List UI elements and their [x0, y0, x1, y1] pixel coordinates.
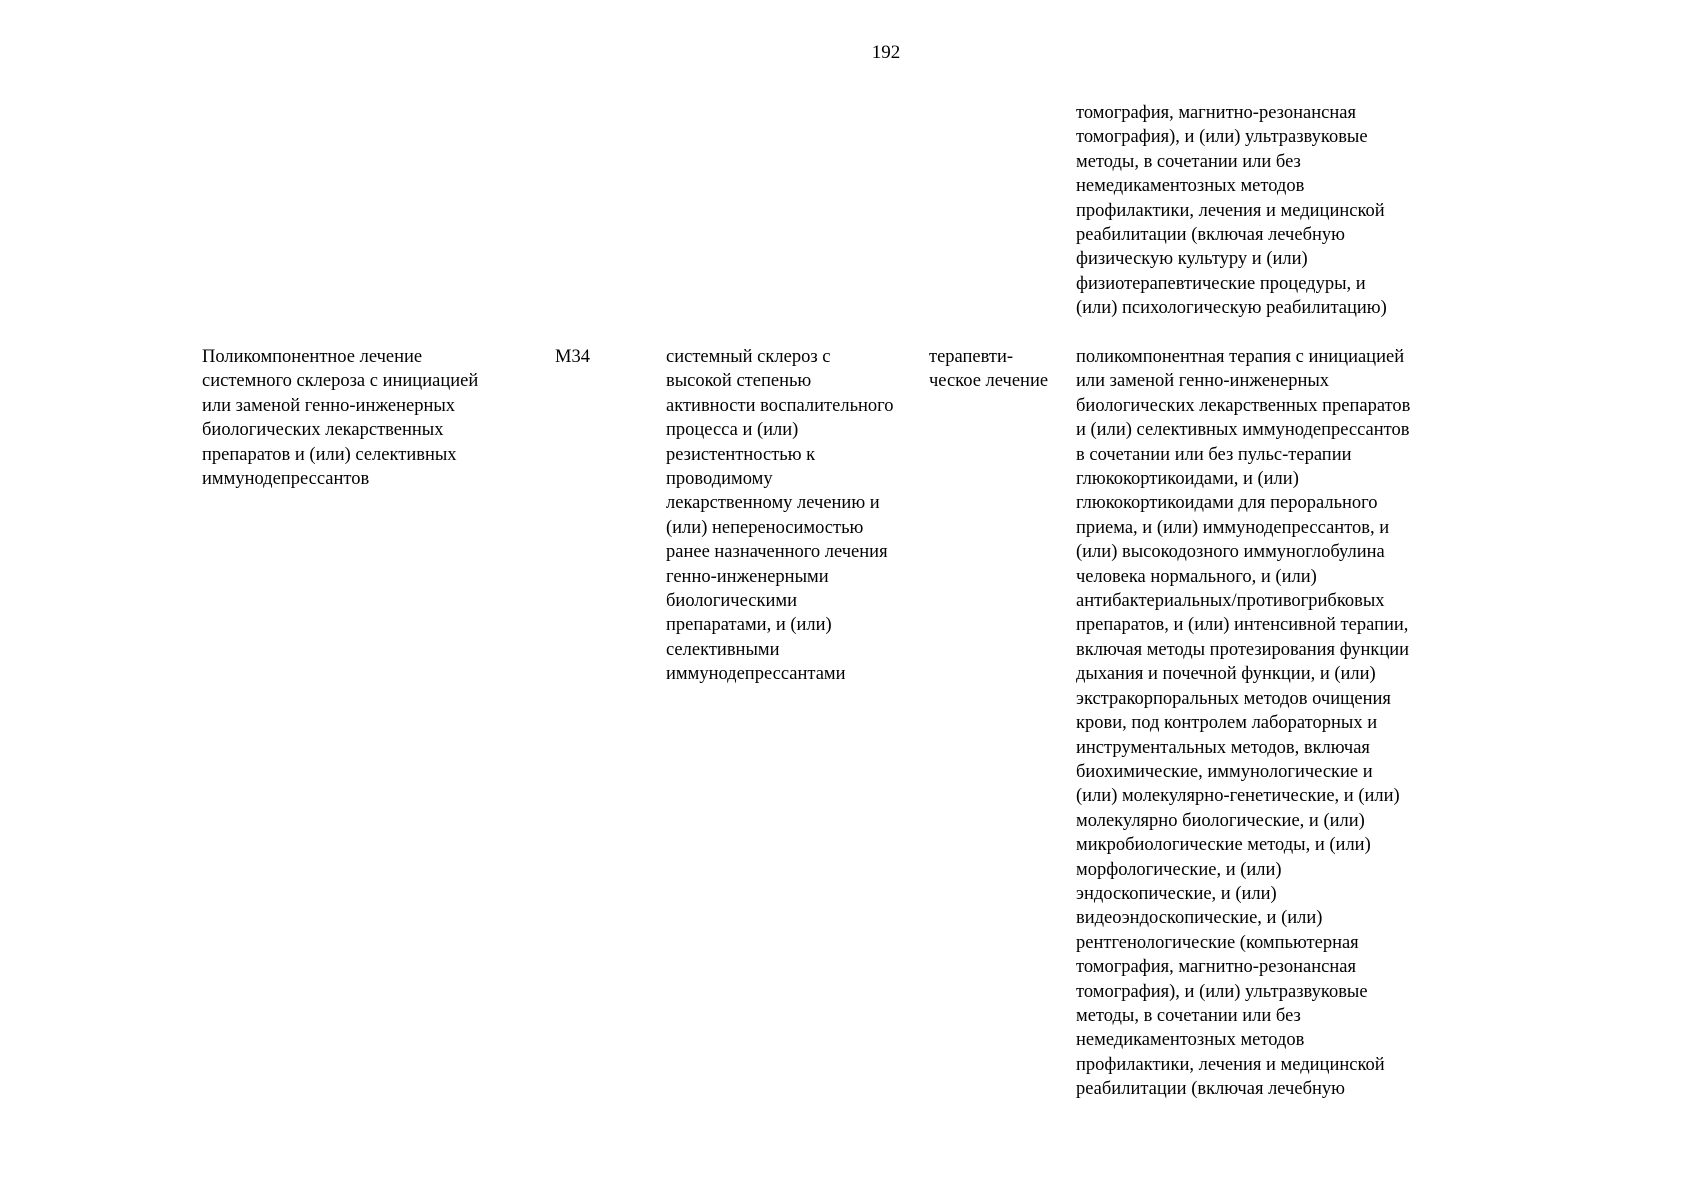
patient-model-cell — [666, 345, 894, 687]
text-line: включая методы протезирования функции — [1076, 639, 1410, 660]
text-line: немедикаментозных методов — [1076, 176, 1305, 197]
text-line: проводимому — [666, 469, 773, 490]
icd-code-cell — [555, 345, 590, 369]
text-line: видеоэндоскопические, и (или) — [1076, 908, 1323, 929]
text-line: иммунодепрессантами — [666, 664, 846, 685]
text-line: микробиологические методы, и (или) — [1076, 835, 1371, 856]
text-line: глюкокортикоидами для перорального — [1076, 493, 1378, 514]
text-line: препаратами, и (или) — [666, 615, 832, 636]
text-line: антибактериальных/противогрибковых — [1076, 591, 1385, 612]
text-line: томография, магнитно-резонансная — [1076, 957, 1356, 978]
text-line: профилактики, лечения и медицинской — [1076, 200, 1385, 221]
text-line: и (или) селективных иммунодепрессантов — [1076, 420, 1410, 441]
text-line: биохимические, иммунологические и — [1076, 761, 1373, 782]
text-line: системный склероз с — [666, 347, 831, 367]
text-line: морфологические, и (или) — [1076, 859, 1282, 880]
treatment-method-cell — [1076, 345, 1410, 1102]
text-line: человека нормального, и (или) — [1076, 566, 1317, 587]
text-line: или заменой генно-инженерных — [1076, 371, 1330, 392]
treatment-type-cell — [929, 345, 1048, 394]
icd-code: М34 — [555, 347, 590, 367]
text-line: физиотерапевтические процедуры, и — [1076, 273, 1366, 294]
text-line: поликомпонентная терапия с инициацией — [1076, 347, 1405, 367]
text-line: эндоскопические, и (или) — [1076, 883, 1277, 904]
text-line: высокой степенью — [666, 371, 812, 392]
text-line: ранее назначенного лечения — [666, 542, 888, 563]
text-line: немедикаментозных методов — [1076, 1030, 1305, 1051]
text-line: томография), и (или) ультразвуковые — [1076, 127, 1368, 148]
method-continuation-text — [1076, 101, 1387, 321]
text-line: процесса и (или) — [666, 420, 799, 441]
text-line: Поликомпонентное лечение — [202, 347, 423, 367]
text-line: или заменой генно-инженерных — [202, 395, 456, 416]
text-line: в сочетании или без пульс-терапии — [1076, 444, 1352, 465]
text-line: биологических лекарственных препаратов — [1076, 395, 1411, 416]
text-line: лекарственному лечению и — [666, 493, 880, 514]
text-line: методы, в сочетании или без — [1076, 1005, 1301, 1026]
text-line: крови, под контролем лабораторных и — [1076, 713, 1378, 734]
text-line: препаратов и (или) селективных — [202, 444, 457, 465]
text-line: реабилитации (включая лечебную — [1076, 225, 1345, 246]
text-line: методы, в сочетании или без — [1076, 151, 1301, 172]
text-line: (или) непереносимостью — [666, 517, 864, 538]
text-line: (или) молекулярно-генетические, и (или) — [1076, 786, 1400, 807]
text-line: реабилитации (включая лечебную — [1076, 1079, 1345, 1100]
text-line: томография), и (или) ультразвуковые — [1076, 981, 1368, 1002]
text-line: профилактики, лечения и медицинской — [1076, 1054, 1385, 1075]
text-line: системного склероза с инициацией — [202, 371, 479, 392]
page-number: 192 — [871, 42, 901, 63]
text-line: глюкокортикоидами, и (или) — [1076, 469, 1299, 490]
text-line: препаратов, и (или) интенсивной терапии, — [1076, 615, 1409, 636]
text-line: иммунодепрессантов — [202, 469, 370, 490]
text-line: томография, магнитно-резонансная — [1076, 103, 1356, 123]
text-line: экстракорпоральных методов очищения — [1076, 688, 1391, 709]
text-line: генно-инженерными — [666, 566, 829, 587]
text-line: приема, и (или) иммунодепрессантов, и — [1076, 517, 1390, 538]
text-line: биологических лекарственных — [202, 420, 444, 441]
text-line: резистентностью к — [666, 444, 816, 465]
text-line: (или) психологическую реабилитацию) — [1076, 298, 1387, 319]
text-line: инструментальных методов, включая — [1076, 737, 1370, 758]
text-line: рентгенологические (компьютерная — [1076, 932, 1359, 953]
text-line: биологическими — [666, 591, 797, 612]
text-line: активности воспалительного — [666, 395, 894, 416]
text-line: ческое лечение — [929, 371, 1049, 392]
text-line: дыхания и почечной функции, и (или) — [1076, 664, 1376, 685]
text-line: физическую культуру и (или) — [1076, 249, 1308, 270]
text-line: (или) высокодозного иммуноглобулина — [1076, 542, 1385, 563]
treatment-name-cell — [202, 345, 478, 491]
text-line: молекулярно биологические, и (или) — [1076, 810, 1365, 831]
text-line: терапевти- — [929, 347, 1014, 367]
text-line: селективными — [666, 639, 780, 660]
